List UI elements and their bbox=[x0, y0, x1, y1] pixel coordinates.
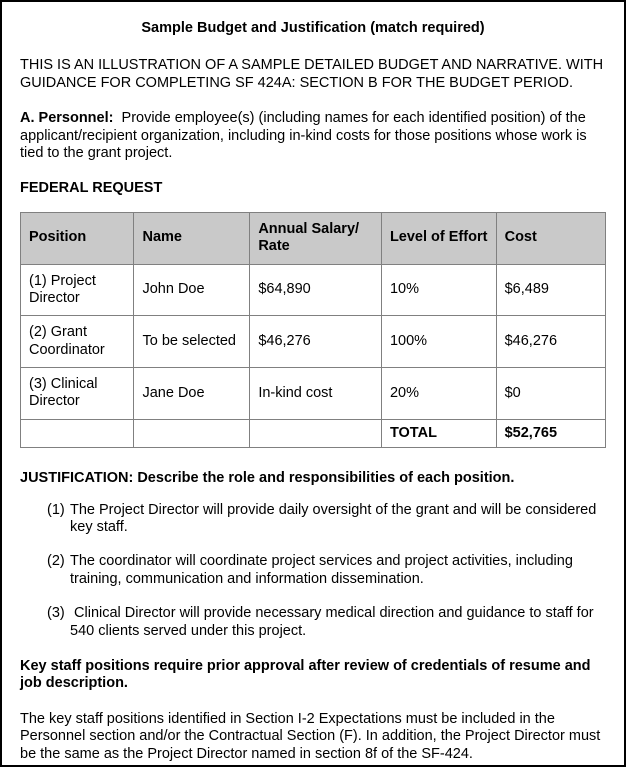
page-title: Sample Budget and Justification (match required) bbox=[141, 20, 485, 36]
table-header-row bbox=[21, 212, 606, 264]
list-item bbox=[47, 605, 606, 640]
table-cell: $6,489 bbox=[496, 264, 605, 316]
table-cell: $0 bbox=[496, 368, 605, 420]
table-cell: To be selected bbox=[134, 316, 250, 368]
header-level-of-effort: Level of Effort bbox=[381, 212, 496, 264]
header-name: Name bbox=[134, 212, 250, 264]
table-cell: $64,890 bbox=[250, 264, 382, 316]
key-staff-note: Key staff positions require prior approval after review of credentials of resume and job description. bbox=[20, 657, 595, 692]
table-cell bbox=[134, 419, 250, 447]
total-cost-cell: $52,765 bbox=[496, 419, 605, 447]
table-row bbox=[21, 316, 606, 368]
header-annual-salary-rate: Annual Salary/ Rate bbox=[250, 212, 382, 264]
list-item-number: (1) bbox=[47, 501, 65, 518]
list-item bbox=[47, 553, 606, 588]
justification-list bbox=[20, 502, 606, 640]
table-cell: Jane Doe bbox=[134, 368, 250, 420]
list-item-text: Clinical Director will provide necessary medical direction and guidance to staff for 540 clients served under this project. bbox=[70, 605, 598, 639]
table-row bbox=[21, 264, 606, 316]
personnel-paragraph bbox=[20, 110, 606, 162]
table-cell bbox=[21, 419, 134, 447]
total-label-cell: TOTAL bbox=[381, 419, 496, 447]
list-item bbox=[47, 502, 606, 537]
table-total-row bbox=[21, 419, 606, 447]
federal-request-table bbox=[20, 212, 606, 449]
table-cell: 20% bbox=[381, 368, 496, 420]
table-cell: (1) Project Director bbox=[21, 264, 134, 316]
table-cell: In-kind cost bbox=[250, 368, 382, 420]
list-item-text: The Project Director will provide daily oversight of the grant and will be considered key staff. bbox=[70, 501, 601, 536]
table-row bbox=[21, 368, 606, 420]
table-cell: $46,276 bbox=[250, 316, 382, 368]
table-cell: (3) Clinical Director bbox=[21, 368, 134, 420]
justification-heading: JUSTIFICATION: Describe the role and responsibilities of each position. bbox=[20, 470, 515, 487]
table-cell: 100% bbox=[381, 316, 496, 368]
header-position: Position bbox=[21, 212, 134, 264]
table-cell bbox=[250, 419, 382, 447]
table-cell: $46,276 bbox=[496, 316, 605, 368]
personnel-label: A. Personnel: bbox=[20, 110, 114, 127]
table-cell: (2) Grant Coordinator bbox=[21, 316, 134, 368]
header-cost: Cost bbox=[496, 212, 605, 264]
list-item-text: The coordinator will coordinate project services and project activities, including training, communication and information dissemination. bbox=[70, 553, 577, 587]
table-cell: John Doe bbox=[134, 264, 250, 316]
list-item-number: (3) bbox=[47, 605, 65, 622]
personnel-text: Provide employee(s) (including names for each identified position) of the applicant/recipient organization, including in-kind costs for those positions whose work is tied to the grant project. bbox=[20, 110, 591, 161]
intro-paragraph: THIS IS AN ILLUSTRATION OF A SAMPLE DETAILED BUDGET AND NARRATIVE. WITH GUIDANCE FOR COMPLETING SF 424A: SECTION B FOR THE BUDGET PERIOD. bbox=[20, 57, 608, 91]
closing-paragraph: The key staff positions identified in Section I-2 Expectations must be included in the Personnel section and/or the Contractual Section (F). In addition, the Project Director must be the same as the Project Director named in section 8f of the SF-424. bbox=[20, 710, 605, 762]
list-item-number: (2) bbox=[47, 553, 65, 570]
table-cell: 10% bbox=[381, 264, 496, 316]
federal-request-heading: FEDERAL REQUEST bbox=[20, 180, 163, 197]
